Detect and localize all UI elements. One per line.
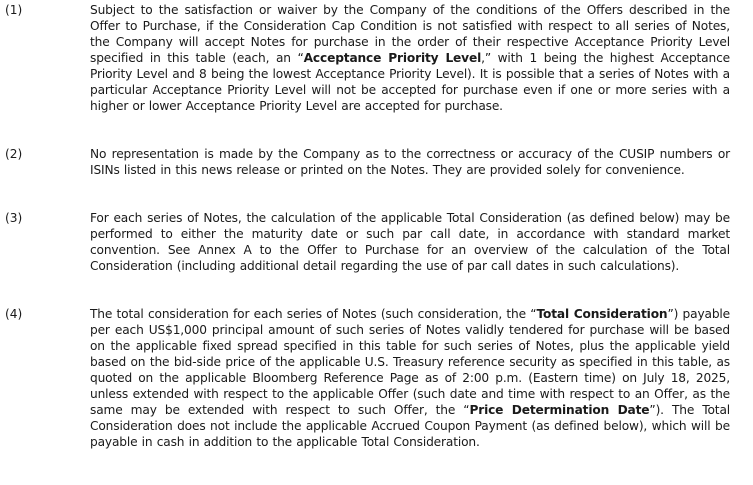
footnote-text-part: The total consideration for each series of Notes (such consideration, the “ — [90, 307, 537, 321]
footnote-label: (4) — [5, 307, 23, 321]
footnote-text — [90, 306, 730, 450]
defined-term-price-determination-date: Price Determination Date — [469, 403, 650, 417]
footnote-text-part: ”). The Total Consideration does not include the applicable Accrued Coupon Payment (as defined below), which will be payable in cash in addition to the applicable Total Consideration. — [90, 403, 730, 449]
footnote-1 — [0, 2, 753, 130]
footnote-2 — [0, 146, 753, 194]
footnote-label: (1) — [5, 3, 23, 17]
defined-term-acceptance-priority-level: Acceptance Priority Level — [303, 51, 482, 65]
footnote-text-part: ”) payable per each US$1,000 principal amount of such series of Notes validly tendered for purchase will be based on the applicable fixed spread specified in this table for such series of Notes, plus the applicable yield based on the bid-side price of the applicable U.S. Treasury reference security as specified in this table, as quoted on the applicable Bloomberg Reference Page as of 2:00 p.m. (Eastern time) on July 18, 2025, unless extended with respect to the applicable Offer (such date and time with respect to an Offer, as the same may be extended with respect to such Offer, the “ — [90, 307, 731, 417]
footnote-text-part: ,” with 1 being the highest Acceptance Priority Level and 8 being the lowest Acceptance Priority Level). It is possible that a series of Notes with a particular Acceptance Priority Level will not be accepted for purchase even if one or more series with a higher or lower Acceptance Priority Level are accepted for purchase. — [90, 51, 730, 113]
footnote-text — [90, 2, 730, 114]
defined-term-total-consideration: Total Consideration — [536, 307, 668, 321]
footnote-text-part: Subject to the satisfaction or waiver by the Company of the conditions of the Offers described in the Offer to Purchase, if the Consideration Cap Condition is not satisfied with respect to all series of Notes, the Company will accept Notes for purchase in the order of their respective Acceptance Priority Level specified in this table (each, an “ — [90, 3, 730, 65]
footnote-text: For each series of Notes, the calculation of the applicable Total Consideration (as defined below) may be performed to either the maturity date or such par call date, in accordance with standard market convention. See Annex A to the Offer to Purchase for an overview of the calculation of the Total Consideration (including additional detail regarding the use of par call dates in such calculations). — [90, 211, 730, 273]
footnote-4 — [0, 306, 753, 450]
footnote-label: (2) — [5, 147, 23, 161]
footnote-text: No representation is made by the Company as to the correctness or accuracy of the CUSIP numbers or ISINs listed in this news release or printed on the Notes. They are provided solely for convenience. — [90, 147, 730, 177]
footnotes-list — [0, 2, 753, 466]
footnote-3 — [0, 210, 753, 290]
footnote-label: (3) — [5, 211, 23, 225]
